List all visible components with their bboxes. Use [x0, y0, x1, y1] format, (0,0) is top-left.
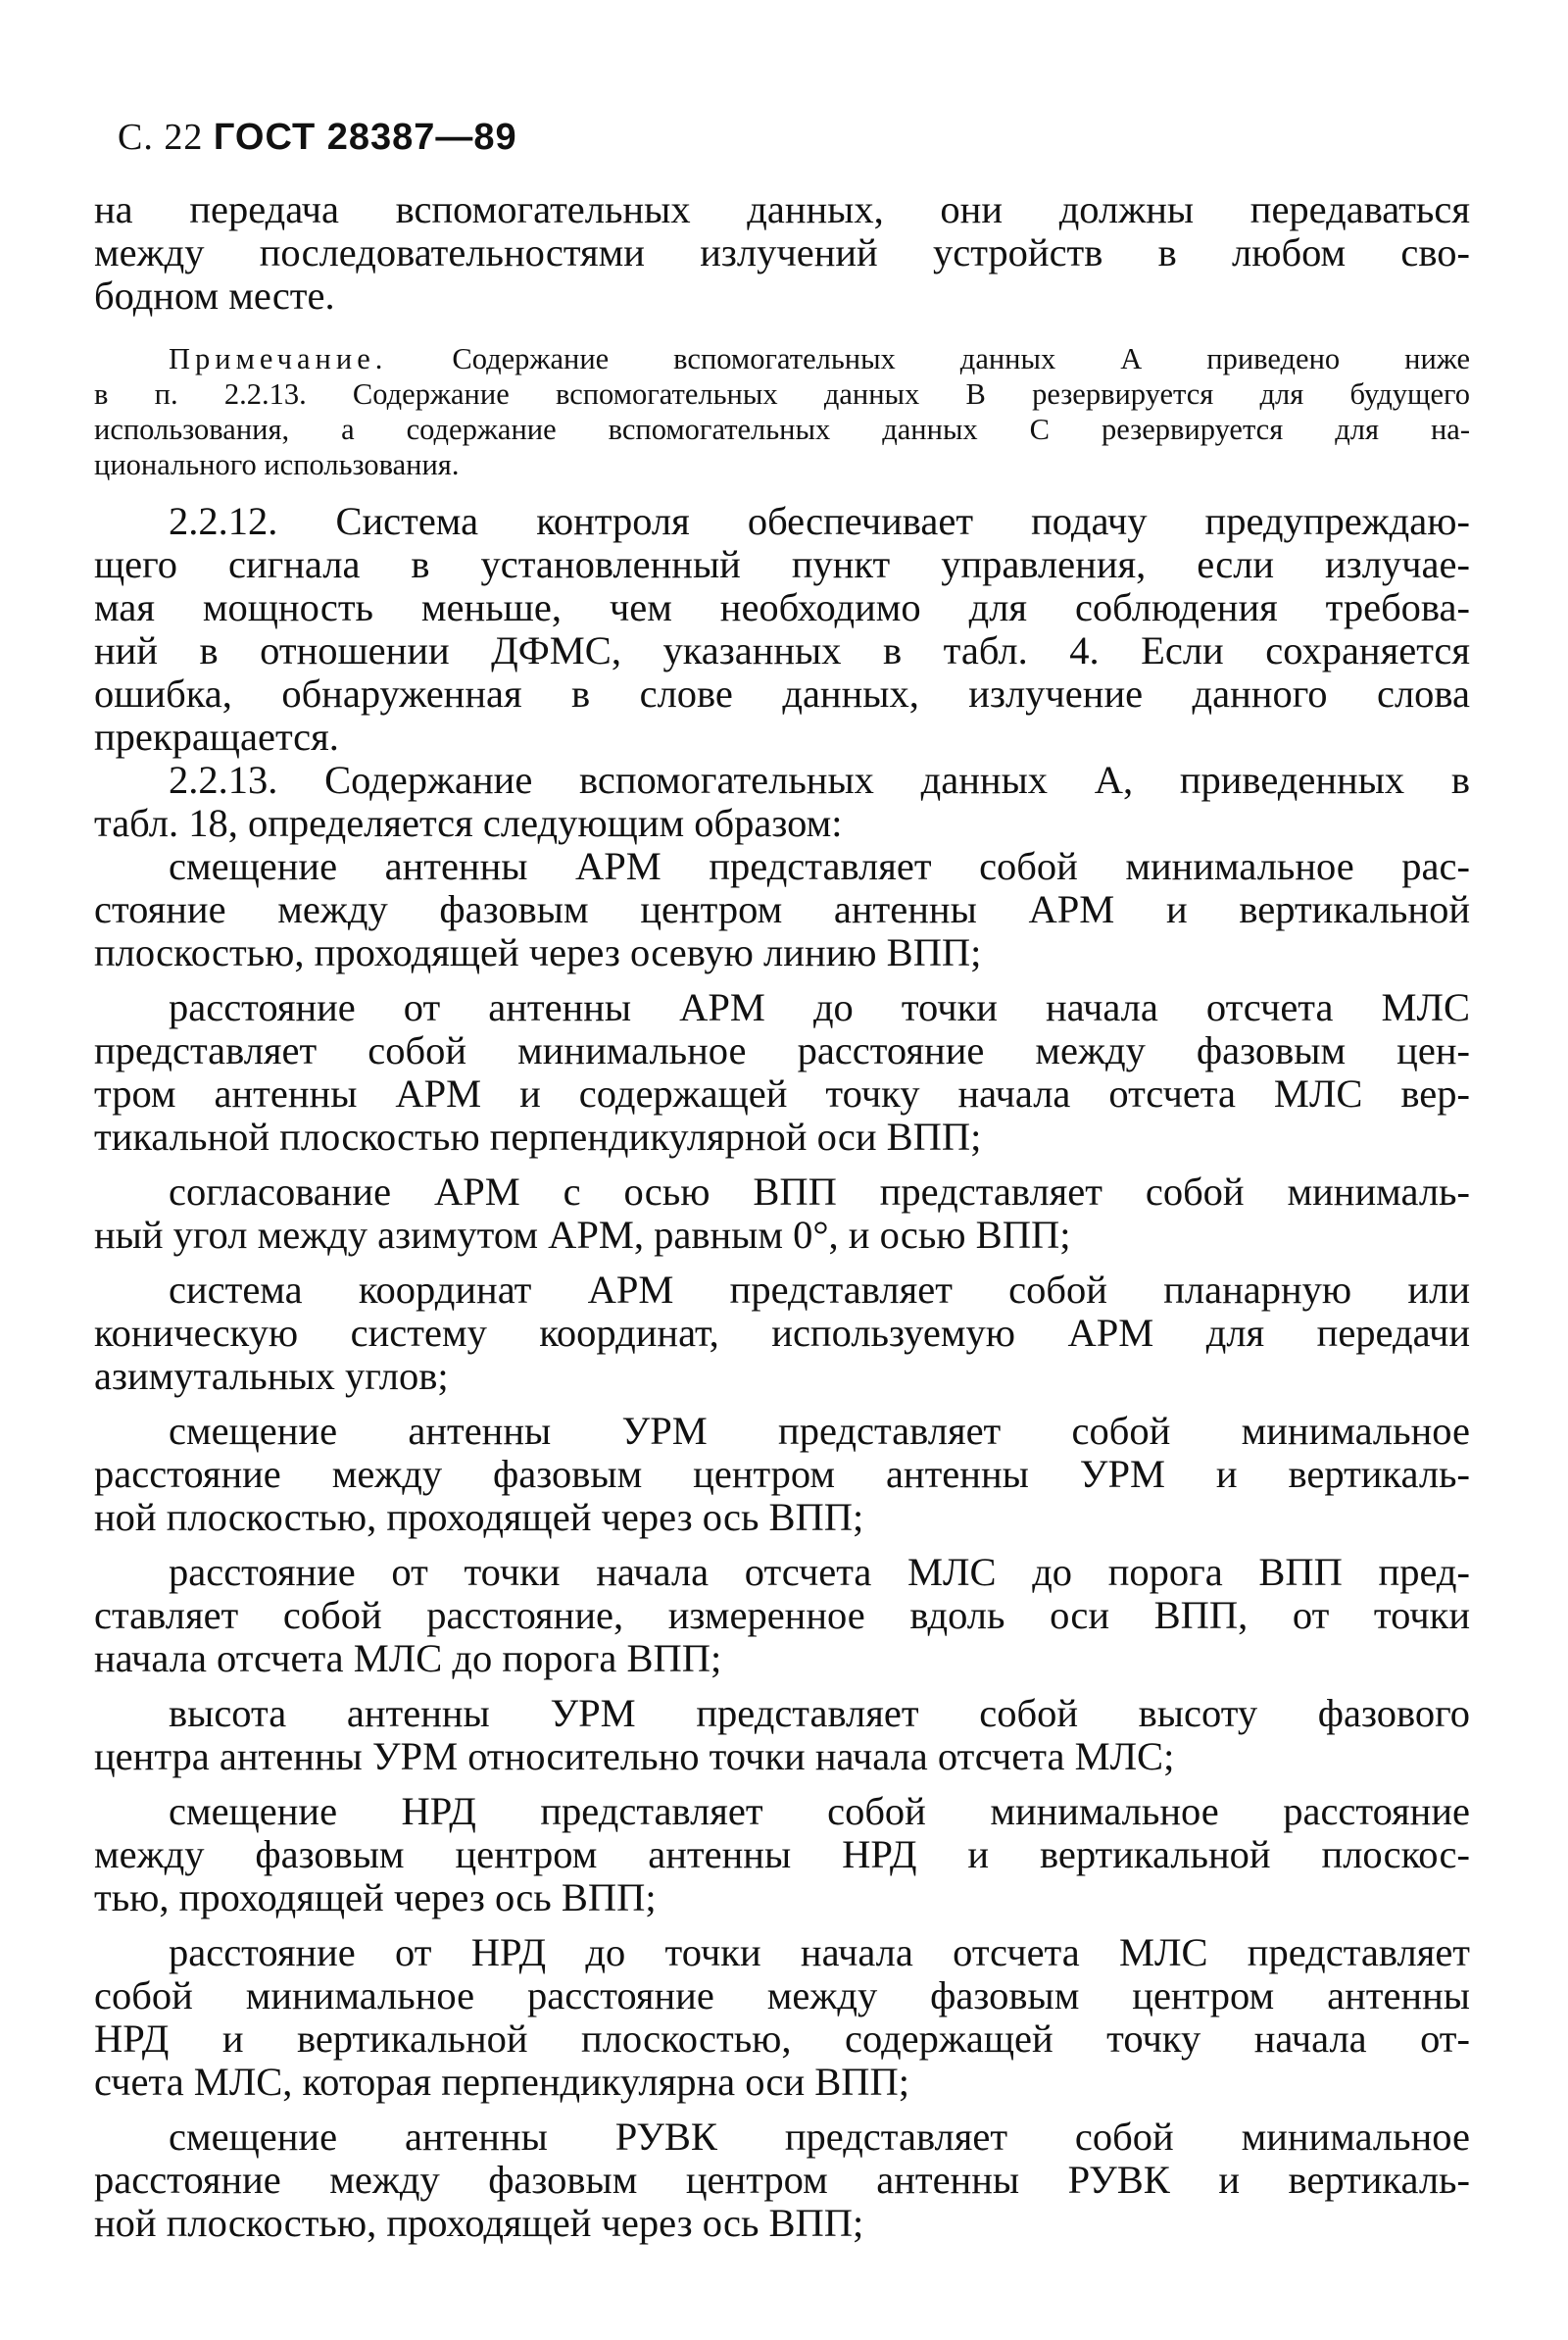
- text-line: тью, проходящей через ось ВПП;: [94, 1875, 657, 1919]
- definition-item: [94, 1790, 1470, 1919]
- text-line: ный угол между азимутом АРМ, равным 0°, и осью ВПП;: [94, 1213, 1071, 1257]
- text-line: смещение антенны УРМ представляет собой минимальное: [169, 1409, 1470, 1453]
- text-line: щего сигнала в установленный пункт управления, если излучае-: [94, 542, 1470, 586]
- note-block: [94, 341, 1470, 482]
- text-line: стояние между фазовым центром антенны АРМ и вертикальной: [94, 887, 1470, 931]
- text-line: между последовательностями излучений устройств в любом сво-: [94, 230, 1470, 274]
- text-line: центра антенны УРМ относительно точки начала отсчета МЛС;: [94, 1734, 1175, 1778]
- text-line: ставляет собой расстояние, измеренное вдоль оси ВПП, от точки: [94, 1593, 1470, 1637]
- text-line: система координат АРМ представляет собой планарную или: [169, 1268, 1470, 1312]
- definition-item: [94, 1692, 1470, 1778]
- text-line: расстояние от НРД до точки начала отсчета МЛС представляет: [169, 1930, 1470, 1974]
- text-line: ной плоскостью, проходящей через ось ВПП;: [94, 1495, 864, 1539]
- text-line: расстояние от антенны АРМ до точки начала отсчета МЛС: [169, 985, 1470, 1029]
- clause-2-2-12: [94, 500, 1470, 759]
- text-line: собой минимальное расстояние между фазовым центром антенны: [94, 1973, 1470, 2017]
- note-line: использования, а содержание вспомогательных данных С резервируется для на-: [94, 413, 1470, 446]
- text-line: ний в отношении ДФМС, указанных в табл. 4. Если сохраняется: [94, 628, 1470, 672]
- definition-item: [94, 1269, 1470, 1398]
- text-line: согласование АРМ с осью ВПП представляет собой минималь-: [169, 1170, 1470, 1214]
- page-number: С. 22: [118, 117, 204, 158]
- note-label: Примечание.: [169, 342, 388, 375]
- text-line: высота антенны УРМ представляет собой высоту фазового: [169, 1691, 1470, 1735]
- standard-designation: ГОСТ 28387—89: [213, 117, 517, 158]
- definition-item: [94, 845, 1470, 974]
- definition-item: [94, 1410, 1470, 1539]
- note-line: ционального использования.: [94, 448, 460, 481]
- clause-2-2-13: [94, 759, 1470, 845]
- text-line: между фазовым центром антенны НРД и вертикальной плоскос-: [94, 1832, 1470, 1876]
- text-line: тром антенны АРМ и содержащей точку начала отсчета МЛС вер-: [94, 1071, 1470, 1116]
- text-line: смещение антенны РУВК представляет собой минимальное: [169, 2115, 1470, 2159]
- text-line: представляет собой минимальное расстояние между фазовым цен-: [94, 1028, 1470, 1072]
- text-line: смещение НРД представляет собой минимальное расстояние: [169, 1789, 1470, 1833]
- definition-item: [94, 2116, 1470, 2245]
- body-text: [94, 188, 1470, 2245]
- text-line: счета МЛС, которая перпендикулярна оси ВПП;: [94, 2060, 910, 2104]
- text-line: тикальной плоскостью перпендикулярной оси ВПП;: [94, 1115, 982, 1159]
- note-text: Содержание вспомогательных данных А приведено ниже: [452, 342, 1470, 375]
- text-line: 2.2.12. Система контроля обеспечивает подачу предупреждаю-: [169, 499, 1470, 543]
- text-line: бодном месте.: [94, 274, 335, 318]
- definition-item: [94, 1931, 1470, 2104]
- text-line: ной плоскостью, проходящей через ось ВПП;: [94, 2201, 864, 2245]
- text-line: расстояние между фазовым центром антенны УРМ и вертикаль-: [94, 1452, 1470, 1496]
- page-header: [118, 116, 517, 159]
- text-line: НРД и вертикальной плоскостью, содержащей точку начала от-: [94, 2016, 1470, 2061]
- text-line: смещение антенны АРМ представляет собой минимальное рас-: [169, 844, 1470, 888]
- text-line: ошибка, обнаруженная в слове данных, излучение данного слова: [94, 672, 1470, 716]
- text-line: азимутальных углов;: [94, 1354, 449, 1398]
- definition-item: [94, 986, 1470, 1159]
- text-line: начала отсчета МЛС до порога ВПП;: [94, 1636, 722, 1680]
- note-line: в п. 2.2.13. Содержание вспомогательных данных В резервируется для будущего: [94, 377, 1470, 411]
- text-line: табл. 18, определяется следующим образом:: [94, 801, 843, 845]
- text-line: на передача вспомогательных данных, они должны передаваться: [94, 187, 1470, 231]
- text-line: расстояние от точки начала отсчета МЛС до порога ВПП пред-: [169, 1550, 1470, 1594]
- paragraph-continuation: [94, 188, 1470, 318]
- note-line: [94, 341, 1470, 376]
- text-line: расстояние между фазовым центром антенны РУВК и вертикаль-: [94, 2158, 1470, 2202]
- text-line: мая мощность меньше, чем необходимо для соблюдения требова-: [94, 585, 1470, 629]
- text-line: 2.2.13. Содержание вспомогательных данных А, приведенных в: [169, 758, 1470, 802]
- text-line: прекращается.: [94, 715, 339, 759]
- text-line: плоскостью, проходящей через осевую линию ВПП;: [94, 930, 982, 974]
- definition-item: [94, 1170, 1470, 1257]
- definition-item: [94, 1551, 1470, 1680]
- text-line: коническую систему координат, используемую АРМ для передачи: [94, 1311, 1470, 1355]
